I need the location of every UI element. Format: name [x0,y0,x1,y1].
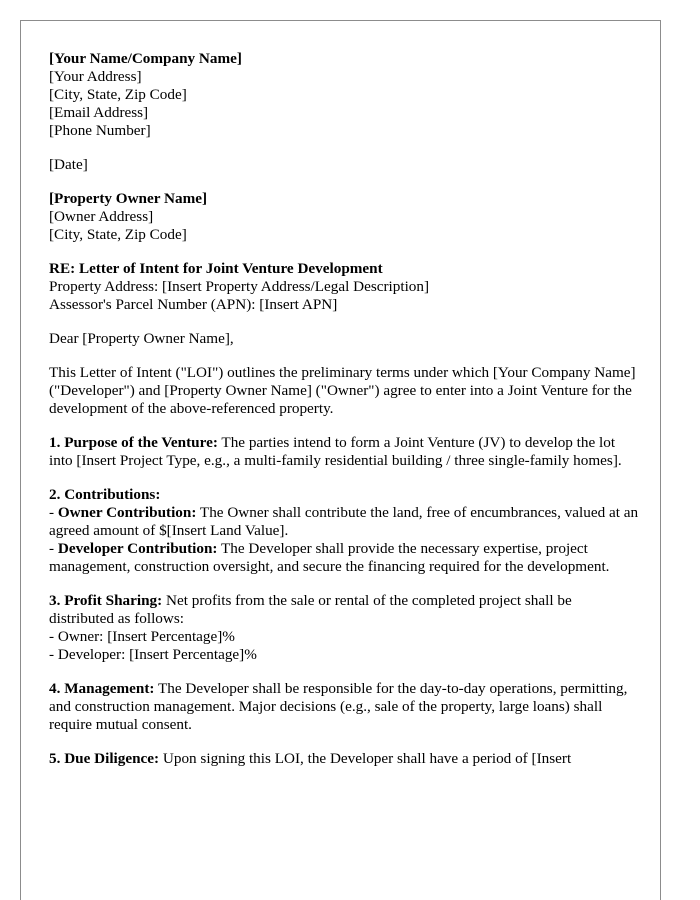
section-purpose-heading: 1. Purpose of the Venture: [49,434,218,451]
recipient-address: [Owner Address] [49,208,154,225]
letter-body [49,50,639,804]
owner-contribution-text: The Owner shall contribute the land, free of encumbrances, valued at an agreed amount of $[Insert Land Value]. [49,504,639,539]
sender-block [49,50,639,140]
developer-contribution-text: The Developer shall provide the necessary expertise, project management, construction oversight, and secure the financing required for the development. [49,540,610,575]
section-contributions-heading: 2. Contributions: [49,486,161,503]
sender-email: [Email Address] [49,104,149,121]
re-apn: Assessor's Parcel Number (APN): [Insert APN] [49,296,338,313]
document-page [20,20,661,900]
owner-contribution-heading: Owner Contribution: [57,504,197,521]
section-profit-sharing [49,592,639,664]
section-management [49,680,639,734]
section-due-diligence-text: Upon signing this LOI, the Developer shall have a period of [Insert [159,750,572,767]
section-management-text: The Developer shall be responsible for the day-to-day operations, permitting, and construction management. Major decisions (e.g., sale of the property, large loans) shall require mutual consent. [49,680,628,733]
re-property-address: Property Address: [Insert Property Address/Legal Description] [49,278,430,295]
developer-contribution-heading: Developer Contribution: [57,540,218,557]
recipient-city-state-zip: [City, State, Zip Code] [49,226,187,243]
sender-city-state-zip: [City, State, Zip Code] [49,86,187,103]
developer-contribution-prefix: - [49,540,58,557]
letter-date: [Date] [49,156,88,173]
recipient-block [49,190,639,244]
sender-phone: [Phone Number] [49,122,151,139]
sender-address: [Your Address] [49,68,142,85]
section-purpose [49,434,639,470]
section-contributions [49,486,639,576]
profit-owner-line: - Owner: [Insert Percentage]% [49,628,235,645]
salutation: Dear [Property Owner Name], [49,330,234,347]
section-management-heading: 4. Management: [49,680,155,697]
date-block [49,156,639,174]
recipient-name: [Property Owner Name] [49,190,208,207]
owner-contribution-prefix: - [49,504,58,521]
section-profit-text: Net profits from the sale or rental of the completed project shall be distributed as follows: [49,592,572,627]
profit-developer-line: - Developer: [Insert Percentage]% [49,646,257,663]
re-subject: RE: Letter of Intent for Joint Venture Development [49,260,383,277]
intro-paragraph: This Letter of Intent ("LOI") outlines the preliminary terms under which [Your Company Name] ("Developer") and [Property Owner Name] ("Owner") agree to enter into a Joint Venture for the development of the above-referenced property. [49,364,636,417]
sender-name: [Your Name/Company Name] [49,50,242,67]
section-profit-heading: 3. Profit Sharing: [49,592,163,609]
section-due-diligence [49,750,639,768]
section-purpose-text: The parties intend to form a Joint Venture (JV) to develop the lot into [Insert Project Type, e.g., a multi-family residential building / three single-family homes]. [49,434,622,469]
section-due-diligence-heading: 5. Due Diligence: [49,750,160,767]
re-block [49,260,639,314]
